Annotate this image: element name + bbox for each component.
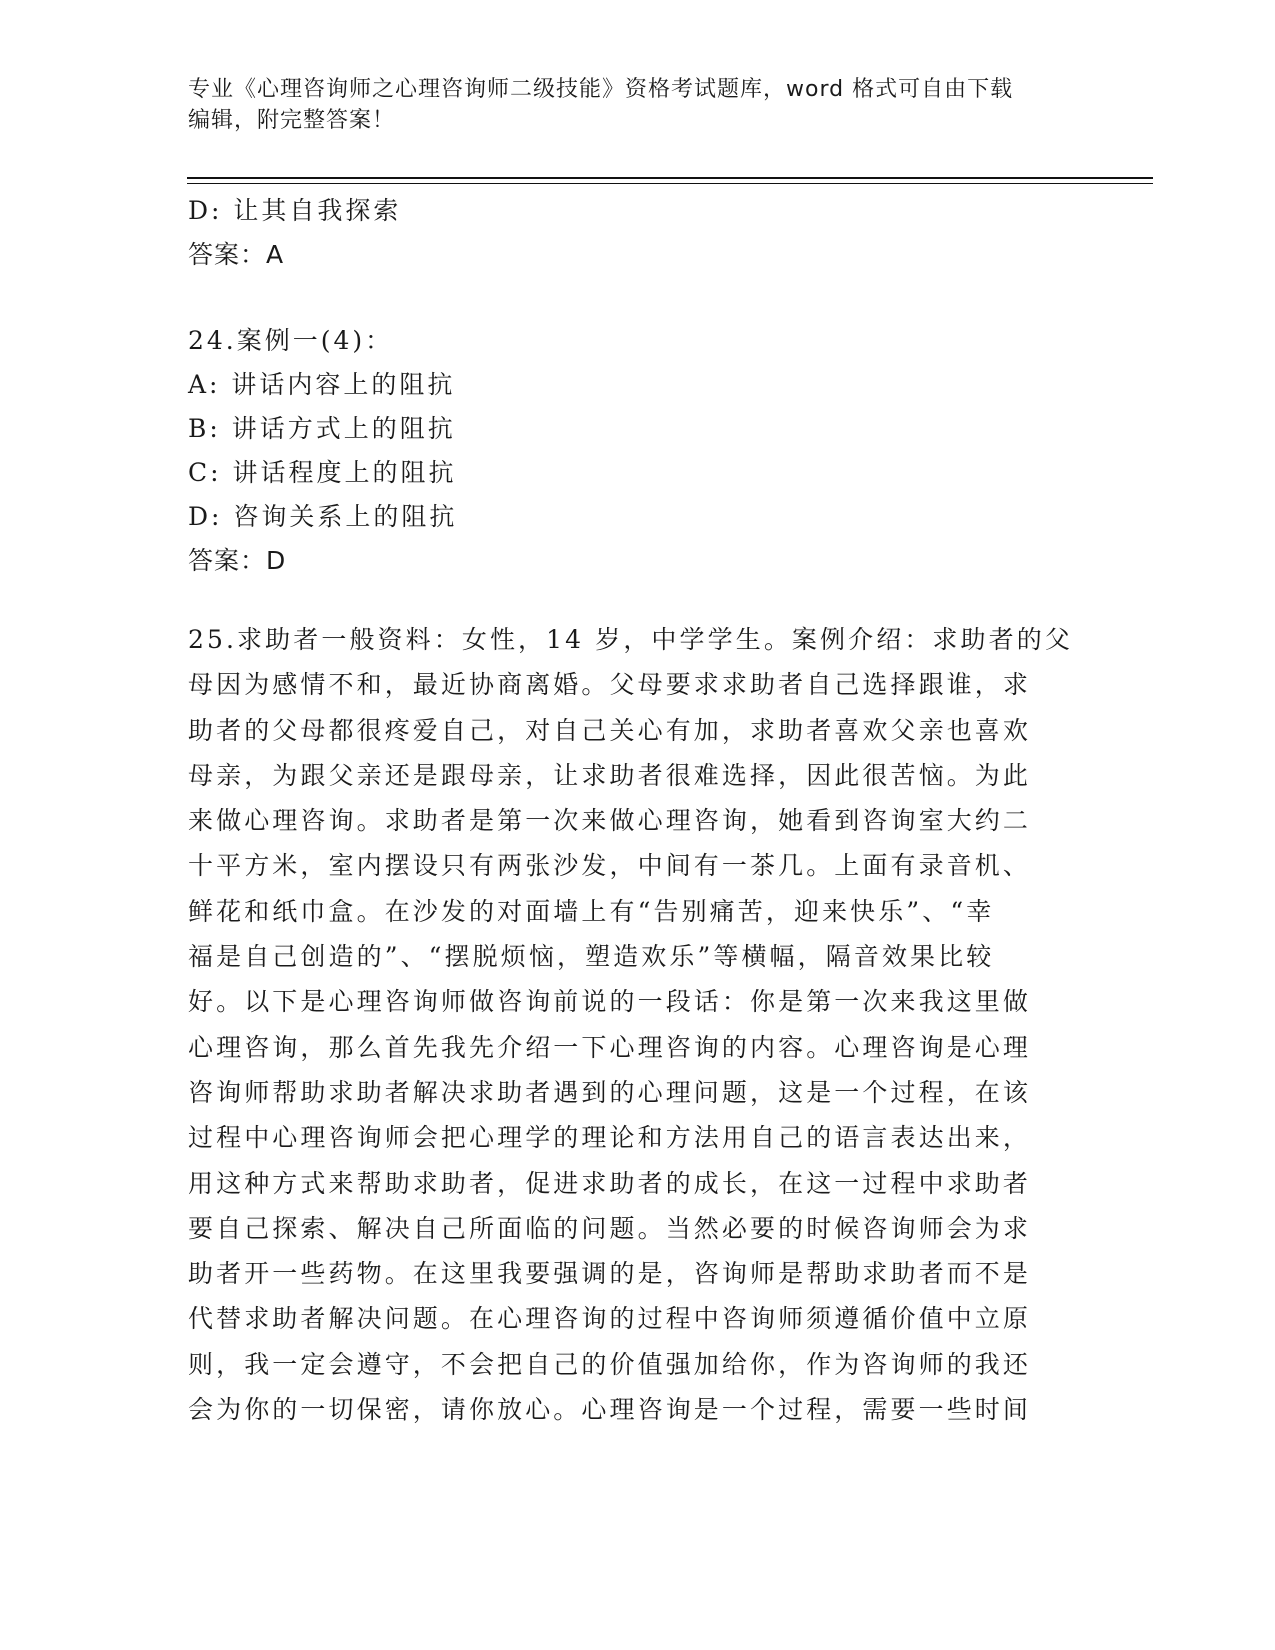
header-divider-thin — [187, 183, 1153, 184]
q24-option-d: D: 咨询关系上的阻抗 — [188, 502, 458, 531]
q25-line: 会为你的一切保密，请你放心。心理咨询是一个过程，需要一些时间 — [188, 1395, 1032, 1425]
q25-line: 福是自己创造的”、“摆脱烦恼，塑造欢乐”等横幅，隔音效果比较 — [188, 942, 995, 972]
q25-line: 助者的父母都很疼爱自己，对自己关心有加，求助者喜欢父亲也喜欢 — [188, 715, 1032, 745]
header-line-2: 编辑，附完整答案！ — [188, 108, 396, 133]
q25-line: 要自己探索、解决自己所面临的问题。当然必要的时候咨询师会为求 — [188, 1213, 1032, 1243]
header-divider-thick — [187, 177, 1153, 179]
q24-option-b: B: 讲话方式上的阻抗 — [188, 414, 456, 443]
q24-option-c: C: 讲话程度上的阻抗 — [188, 458, 457, 487]
q23-answer: 答案：A — [188, 240, 285, 269]
q25-line: 25.求助者一般资料：女性，14 岁，中学学生。案例介绍：求助者的父 — [188, 625, 1073, 654]
q25-line: 鲜花和纸巾盒。在沙发的对面墙上有“告别痛苦，迎来快乐”、“幸 — [188, 896, 995, 926]
q25-line: 母因为感情不和，最近协商离婚。父母要求求助者自己选择跟谁，求 — [188, 670, 1032, 700]
q24-title: 24.案例一(4)： — [188, 326, 394, 355]
q25-line: 十平方米，室内摆设只有两张沙发，中间有一茶几。上面有录音机、 — [188, 851, 1032, 881]
q24-answer: 答案：D — [188, 546, 287, 575]
q23-option-d: D: 让其自我探索 — [188, 196, 402, 225]
q25-line: 代替求助者解决问题。在心理咨询的过程中咨询师须遵循价值中立原 — [188, 1304, 1032, 1334]
q25-line: 用这种方式来帮助求助者，促进求助者的成长，在这一过程中求助者 — [188, 1168, 1032, 1198]
q25-line: 来做心理咨询。求助者是第一次来做心理咨询，她看到咨询室大约二 — [188, 806, 1032, 836]
q25-line: 好。以下是心理咨询师做咨询前说的一段话：你是第一次来我这里做 — [188, 987, 1032, 1017]
q25-line: 助者开一些药物。在这里我要强调的是，咨询师是帮助求助者而不是 — [188, 1259, 1032, 1289]
header-line-1: 专业《心理咨询师之心理咨询师二级技能》资格考试题库，word 格式可自由下载 — [188, 77, 1014, 102]
q25-line: 母亲，为跟父亲还是跟母亲，让求助者很难选择，因此很苦恼。为此 — [188, 760, 1032, 790]
page-header — [188, 74, 1088, 136]
q25-line: 咨询师帮助求助者解决求助者遇到的心理问题，这是一个过程，在该 — [188, 1077, 1032, 1107]
q24-option-a: A: 讲话内容上的阻抗 — [188, 370, 456, 399]
q25-question-text — [188, 617, 1078, 1432]
q25-line: 则，我一定会遵守，不会把自己的价值强加给你，作为咨询师的我还 — [188, 1349, 1032, 1379]
q25-line: 过程中心理咨询师会把心理学的理论和方法用自己的语言表达出来， — [188, 1123, 1032, 1153]
q25-line: 心理咨询，那么首先我先介绍一下心理咨询的内容。心理咨询是心理 — [188, 1032, 1032, 1062]
